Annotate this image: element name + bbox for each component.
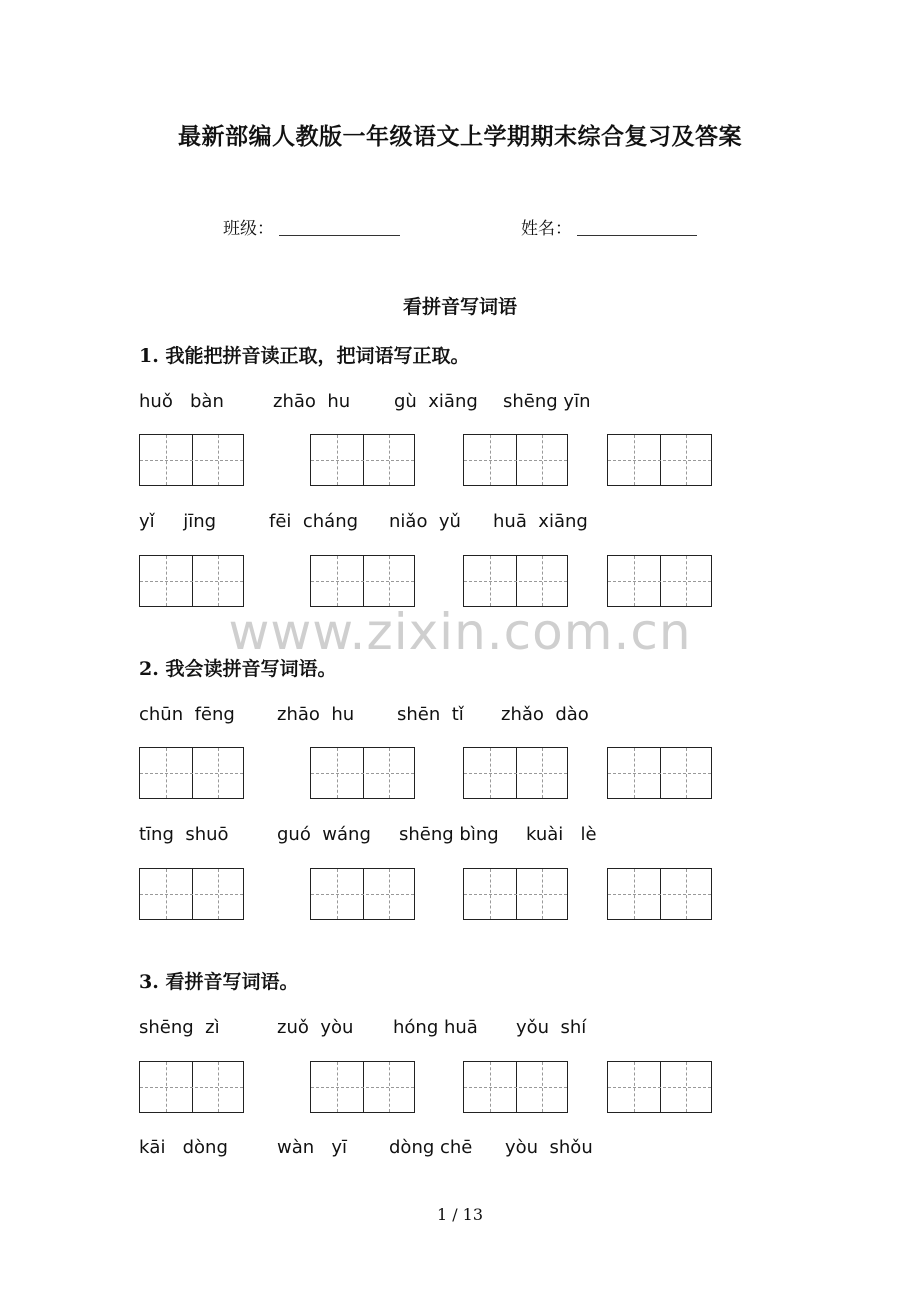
writing-box[interactable] [463,434,568,486]
question-heading: 2. 我会读拼音写词语。 [139,658,337,680]
pinyin-word: yǒu shí [516,1017,587,1038]
pinyin-word: zhāo hu [277,704,355,725]
writing-box[interactable] [139,434,244,486]
name-label: 姓名： [521,219,572,239]
class-label: 班级： [223,219,274,239]
pinyin-word: tīng shuō [139,824,229,845]
guide-line [464,773,567,774]
pinyin-word: gù xiāng [394,391,478,412]
guide-line [311,581,414,582]
watermark: www.zixin.com.cn [228,603,692,661]
writing-box[interactable] [310,555,415,607]
name-blank [577,235,697,236]
writing-box[interactable] [607,1061,712,1113]
guide-line [608,894,711,895]
writing-box[interactable] [310,1061,415,1113]
writing-box[interactable] [607,555,712,607]
guide-line [464,894,567,895]
writing-box[interactable] [139,868,244,920]
guide-line [140,460,243,461]
guide-line [464,1087,567,1088]
question-heading: 1. 我能把拼音读正取，把词语写正取。 [139,345,470,367]
guide-line [140,1087,243,1088]
guide-line [464,581,567,582]
class-blank [279,235,400,236]
pinyin-word: zuǒ yòu [277,1017,354,1038]
pinyin-word: yòu shǒu [505,1137,593,1158]
writing-box[interactable] [310,868,415,920]
pinyin-word: shēn tǐ [397,704,464,725]
pinyin-word: niǎo yǔ [389,511,461,532]
guide-line [140,581,243,582]
guide-line [311,1087,414,1088]
guide-line [311,773,414,774]
pinyin-word: kuài lè [526,824,597,845]
pinyin-word: chūn fēng [139,704,235,725]
pinyin-word: shēng zì [139,1017,220,1038]
pinyin-word: shēng bìng [399,824,499,845]
pinyin-word: yǐ jīng [139,511,217,532]
writing-box[interactable] [607,868,712,920]
pinyin-word: fēi cháng [269,511,359,532]
section-title: 看拼音写词语 [402,296,517,318]
writing-box[interactable] [310,747,415,799]
writing-box[interactable] [139,747,244,799]
pinyin-word: huǒ bàn [139,391,224,412]
writing-box[interactable] [463,1061,568,1113]
guide-line [608,460,711,461]
guide-line [608,773,711,774]
writing-box[interactable] [139,1061,244,1113]
pinyin-word: guó wáng [277,824,371,845]
guide-line [608,1087,711,1088]
guide-line [140,894,243,895]
writing-box[interactable] [463,555,568,607]
writing-box[interactable] [139,555,244,607]
pinyin-word: dòng chē [389,1137,473,1158]
page-number: 1 / 13 [436,1205,484,1224]
page-title: 最新部编人教版一年级语文上学期期末综合复习及答案 [178,123,742,150]
guide-line [311,460,414,461]
pinyin-word: wàn yī [277,1137,347,1158]
question-heading: 3. 看拼音写词语。 [139,971,299,993]
writing-box[interactable] [463,868,568,920]
writing-box[interactable] [607,434,712,486]
pinyin-word: huā xiāng [493,511,588,532]
guide-line [140,773,243,774]
pinyin-word: hóng huā [393,1017,478,1038]
pinyin-word: zhǎo dào [501,704,589,725]
pinyin-word: zhāo hu [273,391,351,412]
writing-box[interactable] [463,747,568,799]
writing-box[interactable] [607,747,712,799]
guide-line [311,894,414,895]
pinyin-word: kāi dòng [139,1137,228,1158]
writing-box[interactable] [310,434,415,486]
pinyin-word: shēng yīn [503,391,591,412]
guide-line [608,581,711,582]
guide-line [464,460,567,461]
